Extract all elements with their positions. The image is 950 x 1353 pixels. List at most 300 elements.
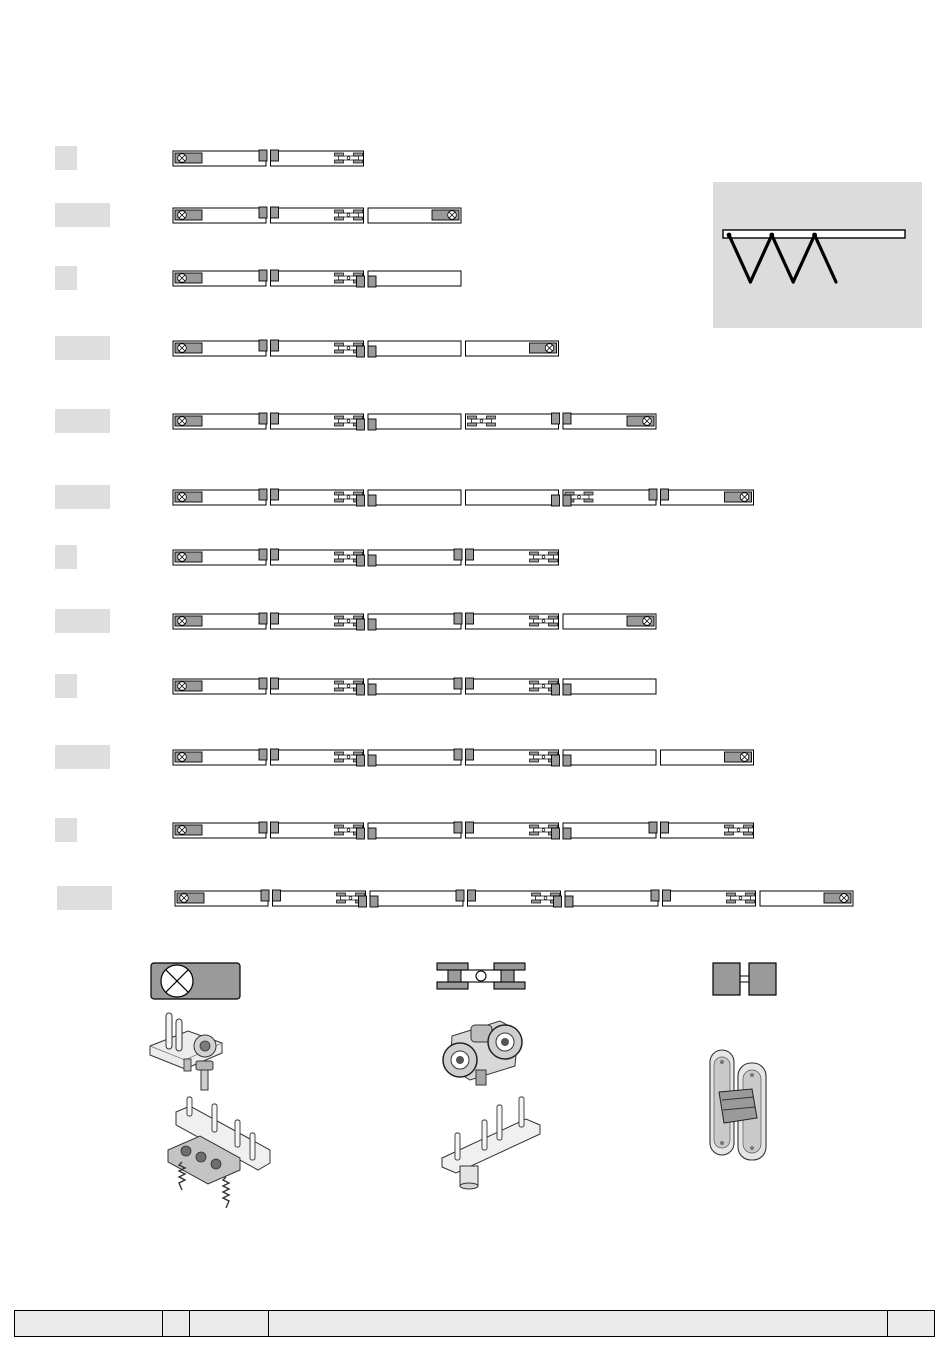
carrier-pin-icon xyxy=(480,420,483,423)
hinge-leaf xyxy=(466,613,474,624)
carrier-roller xyxy=(746,900,755,903)
hinge-top-symbol xyxy=(259,749,279,760)
carrier-roller xyxy=(354,825,363,828)
carrier-roller xyxy=(437,963,468,970)
hinge-leaf xyxy=(468,890,476,901)
carrier-roller xyxy=(725,832,734,835)
carrier-roller xyxy=(335,832,344,835)
configuration-row xyxy=(55,146,364,170)
hinge-leaf xyxy=(661,822,669,833)
hinge-top-symbol xyxy=(259,678,279,689)
carrier-pin-icon xyxy=(347,620,350,623)
plate-pin xyxy=(235,1120,240,1147)
pivot-symbol xyxy=(175,616,202,626)
configuration-row xyxy=(55,818,754,842)
carrier-roller xyxy=(335,160,344,163)
hinge-bottom-symbol xyxy=(357,684,377,695)
hinge-top-symbol xyxy=(259,413,279,424)
hinge-leaf xyxy=(368,828,376,839)
hinge-leaf xyxy=(259,150,267,161)
pivot-plate-illustration xyxy=(168,1097,270,1208)
door-panel xyxy=(368,550,461,565)
door-panel xyxy=(368,490,461,505)
carrier-roller xyxy=(549,552,558,555)
carrier-roller xyxy=(354,160,363,163)
door-panel xyxy=(368,341,461,356)
carrier-roller xyxy=(335,559,344,562)
legend-hinge-symbol xyxy=(713,963,776,995)
carrier-roller xyxy=(530,616,539,619)
carrier-roller xyxy=(354,552,363,555)
hinge-leaf xyxy=(259,822,267,833)
hinge-top-symbol xyxy=(454,678,474,689)
hinge-leaf xyxy=(259,489,267,500)
hinge-leaf xyxy=(357,495,365,506)
carrier-roller xyxy=(487,416,496,419)
hinge-leaf xyxy=(368,495,376,506)
carrier-roller xyxy=(356,893,365,896)
plate-pin xyxy=(519,1097,524,1127)
hinge-leaf xyxy=(663,890,671,901)
hinge-leaf xyxy=(259,270,267,281)
hinge-top-symbol xyxy=(259,270,279,281)
concealed-hinge-illustration xyxy=(710,1050,766,1160)
carrier-roller xyxy=(335,499,344,502)
carrier-roller xyxy=(335,552,344,555)
hinge-leaf xyxy=(565,896,573,907)
carrier-pin-icon xyxy=(347,829,350,832)
configuration-row xyxy=(55,674,656,698)
hinge-leaf xyxy=(454,678,462,689)
carrier-roller xyxy=(549,825,558,828)
hinge-leaf xyxy=(261,890,269,901)
row-label-box xyxy=(55,336,110,360)
configuration-row xyxy=(55,609,656,633)
carrier-roller xyxy=(335,759,344,762)
plate-pin xyxy=(250,1133,255,1160)
fold-diagram xyxy=(713,182,922,328)
hinge-screw-hole xyxy=(750,1146,754,1150)
pivot-symbol xyxy=(175,492,202,502)
plate-pin xyxy=(187,1097,192,1116)
carrier-roller xyxy=(335,153,344,156)
hinge-bottom-symbol xyxy=(359,896,379,907)
track-joint xyxy=(769,233,774,238)
carrier-roller xyxy=(530,559,539,562)
hinge-leaf xyxy=(370,896,378,907)
footer-cell xyxy=(15,1311,163,1336)
carrier-roller xyxy=(354,616,363,619)
carrier-pin-icon xyxy=(542,685,545,688)
carrier-roller xyxy=(584,499,593,502)
door-panel xyxy=(368,823,461,838)
screw-thread xyxy=(223,1177,229,1208)
hinge-leaf xyxy=(357,619,365,630)
hinge-leaf xyxy=(271,270,279,281)
carrier-roller xyxy=(335,343,344,346)
carrier-block xyxy=(501,970,514,982)
carrier-roller xyxy=(727,900,736,903)
carrier-roller xyxy=(494,982,525,989)
carrier-roller xyxy=(337,900,346,903)
hinge-leaf xyxy=(552,755,560,766)
legend-pivot-symbol xyxy=(151,963,240,999)
plate-pin xyxy=(212,1104,217,1132)
configuration-row xyxy=(55,409,656,433)
configuration-row xyxy=(57,886,853,910)
carrier-roller xyxy=(335,752,344,755)
hinge-leaf xyxy=(271,549,279,560)
hinge-leaf xyxy=(259,613,267,624)
hinge-leaf xyxy=(357,555,365,566)
row-label-box xyxy=(55,609,110,633)
carrier-pin-icon xyxy=(347,756,350,759)
row-label-box xyxy=(55,485,110,509)
hinge-leaf xyxy=(271,413,279,424)
carrier-roller xyxy=(354,752,363,755)
hinge-leaf xyxy=(357,276,365,287)
hinge-leaf xyxy=(359,896,367,907)
hinge-bottom-symbol xyxy=(552,828,572,839)
fold-diagram-background xyxy=(713,182,922,328)
carrier-roller xyxy=(335,623,344,626)
carrier-pin-icon xyxy=(739,897,742,900)
hinge-top-symbol xyxy=(259,489,279,500)
bracket-pin xyxy=(166,1013,172,1049)
configuration-row xyxy=(55,545,559,569)
plate-pin xyxy=(497,1105,502,1140)
hinge-bottom-symbol xyxy=(357,555,377,566)
hinge-leaf xyxy=(661,489,669,500)
hinge-leaf xyxy=(271,489,279,500)
carrier-roller xyxy=(335,688,344,691)
configuration-row xyxy=(55,745,754,769)
carrier-pin-icon xyxy=(542,620,545,623)
carrier-roller xyxy=(335,825,344,828)
footer-title-block xyxy=(14,1310,935,1337)
bracket-hole xyxy=(196,1152,206,1162)
hinge-leaf xyxy=(259,749,267,760)
configuration-row xyxy=(55,485,754,509)
carrier-roller xyxy=(565,492,574,495)
row-label-box xyxy=(55,409,110,433)
carrier-roller xyxy=(335,423,344,426)
carrier-pin-icon xyxy=(347,685,350,688)
configuration-row xyxy=(55,336,559,360)
carrier-roller xyxy=(530,623,539,626)
hinge-screw-hole xyxy=(720,1060,724,1064)
carrier-roller xyxy=(530,681,539,684)
row-label-box xyxy=(55,545,77,569)
hinge-leaf xyxy=(368,684,376,695)
pivot-symbol xyxy=(175,416,202,426)
hinge-leaf xyxy=(454,613,462,624)
hinge-bottom-symbol xyxy=(552,684,572,695)
carrier-roller xyxy=(530,832,539,835)
carrier-roller xyxy=(532,900,541,903)
hinge-leaf xyxy=(454,749,462,760)
carrier-pin-icon xyxy=(347,556,350,559)
carrier-roller xyxy=(354,343,363,346)
legend-carrier-symbol xyxy=(437,963,525,989)
carrier-roller xyxy=(746,893,755,896)
footer-cell xyxy=(888,1311,934,1336)
hinge-bottom-symbol xyxy=(357,346,377,357)
hinge-leaf xyxy=(273,890,281,901)
carrier-roller xyxy=(335,616,344,619)
carrier-roller xyxy=(354,217,363,220)
hinge-leaf xyxy=(454,549,462,560)
carrier-pin-icon xyxy=(347,496,350,499)
carrier-pin-icon xyxy=(347,347,350,350)
hinge-leaf xyxy=(368,555,376,566)
hinge-leaf xyxy=(456,890,464,901)
bracket-bolt xyxy=(184,1059,191,1071)
hinge-top-symbol xyxy=(259,150,279,161)
carrier-roller xyxy=(549,623,558,626)
hinge-mechanism xyxy=(719,1089,757,1123)
carrier-roller xyxy=(549,559,558,562)
hinge-bottom-symbol xyxy=(552,495,572,506)
carrier-roller xyxy=(337,893,346,896)
bracket-hole xyxy=(181,1146,191,1156)
carrier-block xyxy=(448,970,461,982)
bracket-nut xyxy=(196,1061,213,1070)
pivot-symbol xyxy=(824,893,851,903)
hinge-leaf xyxy=(368,755,376,766)
hinge-bottom-symbol xyxy=(357,755,377,766)
hinge-bottom-symbol xyxy=(357,276,377,287)
hinge-bottom-symbol xyxy=(357,828,377,839)
plate-pin xyxy=(482,1120,487,1150)
carrier-roller xyxy=(335,416,344,419)
hinge-screw-hole xyxy=(720,1141,724,1145)
carrier-roller xyxy=(727,893,736,896)
carrier-roller xyxy=(744,832,753,835)
hinge-bottom-symbol xyxy=(357,419,377,430)
door-panel xyxy=(563,750,656,765)
hinge-leaf xyxy=(259,413,267,424)
carrier-roller xyxy=(549,616,558,619)
footer-cell xyxy=(269,1311,888,1336)
row-label-box xyxy=(57,886,112,910)
hinge-top-symbol xyxy=(456,890,476,901)
carrier-roller xyxy=(335,681,344,684)
hinge-top-symbol xyxy=(261,890,281,901)
pivot-symbol xyxy=(432,210,459,220)
hinge-leaf xyxy=(552,413,560,424)
hinge-bottom-symbol xyxy=(554,896,574,907)
door-panel xyxy=(565,891,658,906)
carrier-roller xyxy=(354,681,363,684)
pivot-symbol xyxy=(177,893,204,903)
hinge-leaf xyxy=(357,684,365,695)
bracket-screw xyxy=(201,1070,208,1090)
pivot-symbol xyxy=(175,681,202,691)
hinge-top-symbol xyxy=(259,207,279,218)
pivot-symbol xyxy=(627,616,654,626)
hinge-leaf xyxy=(368,276,376,287)
configuration-row xyxy=(55,203,461,227)
spindle-end xyxy=(460,1183,478,1189)
carrier-roller xyxy=(335,217,344,220)
pivot-symbol xyxy=(175,343,202,353)
hinge-leaf xyxy=(271,678,279,689)
row-label-box xyxy=(55,203,110,227)
hinge-top-symbol xyxy=(259,340,279,351)
pivot-symbol xyxy=(175,825,202,835)
carrier-roller xyxy=(744,825,753,828)
hinge-leaf xyxy=(552,684,560,695)
carrier-roller xyxy=(532,893,541,896)
hinge-screw-hole xyxy=(750,1073,754,1077)
hinge-leaf xyxy=(357,828,365,839)
hinge-leaf xyxy=(368,619,376,630)
door-panel xyxy=(368,679,461,694)
carrier-roller xyxy=(549,681,558,684)
carrier-roller xyxy=(530,688,539,691)
footer-cell xyxy=(190,1311,269,1336)
pivot-bracket-illustration xyxy=(150,1013,222,1090)
hinge-top-symbol xyxy=(259,549,279,560)
footer-cell xyxy=(163,1311,190,1336)
hinge-top-symbol xyxy=(454,749,474,760)
hinge-top-symbol xyxy=(259,613,279,624)
hinge-top-symbol xyxy=(649,489,669,500)
carrier-roller xyxy=(551,893,560,896)
carrier-roller xyxy=(335,273,344,276)
pivot-symbol xyxy=(530,343,557,353)
carrier-roller xyxy=(335,210,344,213)
hinge-leaf xyxy=(554,896,562,907)
hinge-top-symbol xyxy=(651,890,671,901)
pivot-symbol xyxy=(725,752,752,762)
hinge-leaf xyxy=(271,749,279,760)
door-panel xyxy=(368,750,461,765)
carrier-pin-icon xyxy=(347,277,350,280)
carrier-roller xyxy=(354,273,363,276)
row-label-box xyxy=(55,818,77,842)
hinge-leaf xyxy=(259,340,267,351)
hinge-leaf xyxy=(749,963,776,995)
carrier-plate-illustration xyxy=(442,1097,540,1189)
hinge-leaf xyxy=(563,684,571,695)
hinge-leaf xyxy=(357,755,365,766)
hinge-leaf xyxy=(259,549,267,560)
carrier-roller xyxy=(530,552,539,555)
plate-pin xyxy=(455,1133,460,1160)
door-panel xyxy=(563,823,656,838)
pivot-symbol xyxy=(175,273,202,283)
carrier-pin-icon xyxy=(542,829,545,832)
door-panel xyxy=(370,891,463,906)
carrier-roller xyxy=(335,350,344,353)
carrier-roller xyxy=(335,280,344,283)
pivot-symbol xyxy=(725,492,752,502)
hinge-leaf xyxy=(271,150,279,161)
bracket-hole xyxy=(211,1159,221,1169)
row-label-box xyxy=(55,745,110,769)
carrier-pin-icon xyxy=(542,756,545,759)
hinge-leaf xyxy=(713,963,740,995)
track-joint xyxy=(727,233,732,238)
hinge-leaf xyxy=(368,346,376,357)
carrier-pin-icon xyxy=(542,556,545,559)
hinge-leaf xyxy=(271,340,279,351)
hinge-leaf xyxy=(466,549,474,560)
hinge-bottom-symbol xyxy=(552,755,572,766)
carrier-roller xyxy=(549,752,558,755)
carrier-roller xyxy=(354,153,363,156)
hinge-leaf xyxy=(649,822,657,833)
carrier-roller xyxy=(468,416,477,419)
carrier-roller xyxy=(354,492,363,495)
door-panel xyxy=(368,271,461,286)
pivot-hole xyxy=(200,1041,210,1051)
pivot-symbol xyxy=(175,153,202,163)
carrier-pin-icon xyxy=(349,897,352,900)
carrier-roller xyxy=(530,759,539,762)
hinge-leaf xyxy=(563,755,571,766)
hinge-leaf xyxy=(454,822,462,833)
carrier-roller xyxy=(584,492,593,495)
hinge-leaf xyxy=(466,678,474,689)
hinge-top-symbol xyxy=(259,822,279,833)
hinge-top-symbol xyxy=(454,549,474,560)
roller-carrier-illustration xyxy=(443,1021,522,1085)
hinge-leaf xyxy=(259,678,267,689)
wheel-hub xyxy=(456,1056,464,1064)
hinge-leaf xyxy=(552,495,560,506)
hinge-leaf xyxy=(368,419,376,430)
door-panel xyxy=(563,679,656,694)
carrier-stem xyxy=(476,1070,486,1085)
carrier-roller xyxy=(335,492,344,495)
pivot-symbol xyxy=(175,552,202,562)
hinge-leaf xyxy=(651,890,659,901)
hinge-leaf xyxy=(357,419,365,430)
carrier-pin-icon xyxy=(347,214,350,217)
carrier-roller xyxy=(725,825,734,828)
pivot-symbol xyxy=(627,416,654,426)
carrier-pin-icon xyxy=(347,157,350,160)
row-label-box xyxy=(55,674,77,698)
hinge-leaf xyxy=(271,822,279,833)
pivot-symbol xyxy=(175,210,202,220)
hinge-leaf xyxy=(466,822,474,833)
hinge-top-symbol xyxy=(649,822,669,833)
carrier-roller xyxy=(354,416,363,419)
row-label-box xyxy=(55,146,77,170)
bracket-pin xyxy=(176,1019,182,1051)
carrier-roller xyxy=(437,982,468,989)
hinge-leaf xyxy=(466,749,474,760)
hinge-leaf xyxy=(271,613,279,624)
carrier-roller xyxy=(487,423,496,426)
hinge-top-symbol xyxy=(454,613,474,624)
hinge-bottom-symbol xyxy=(357,495,377,506)
hinge-leaf xyxy=(563,828,571,839)
carrier-roller xyxy=(468,423,477,426)
hinge-leaf xyxy=(259,207,267,218)
track-joint xyxy=(812,233,817,238)
hinge-leaf xyxy=(563,413,571,424)
door-panel xyxy=(466,490,559,505)
hinge-top-symbol xyxy=(454,822,474,833)
hinge-knuckle xyxy=(740,976,749,982)
carrier-roller xyxy=(354,210,363,213)
row-label-box xyxy=(55,266,77,290)
